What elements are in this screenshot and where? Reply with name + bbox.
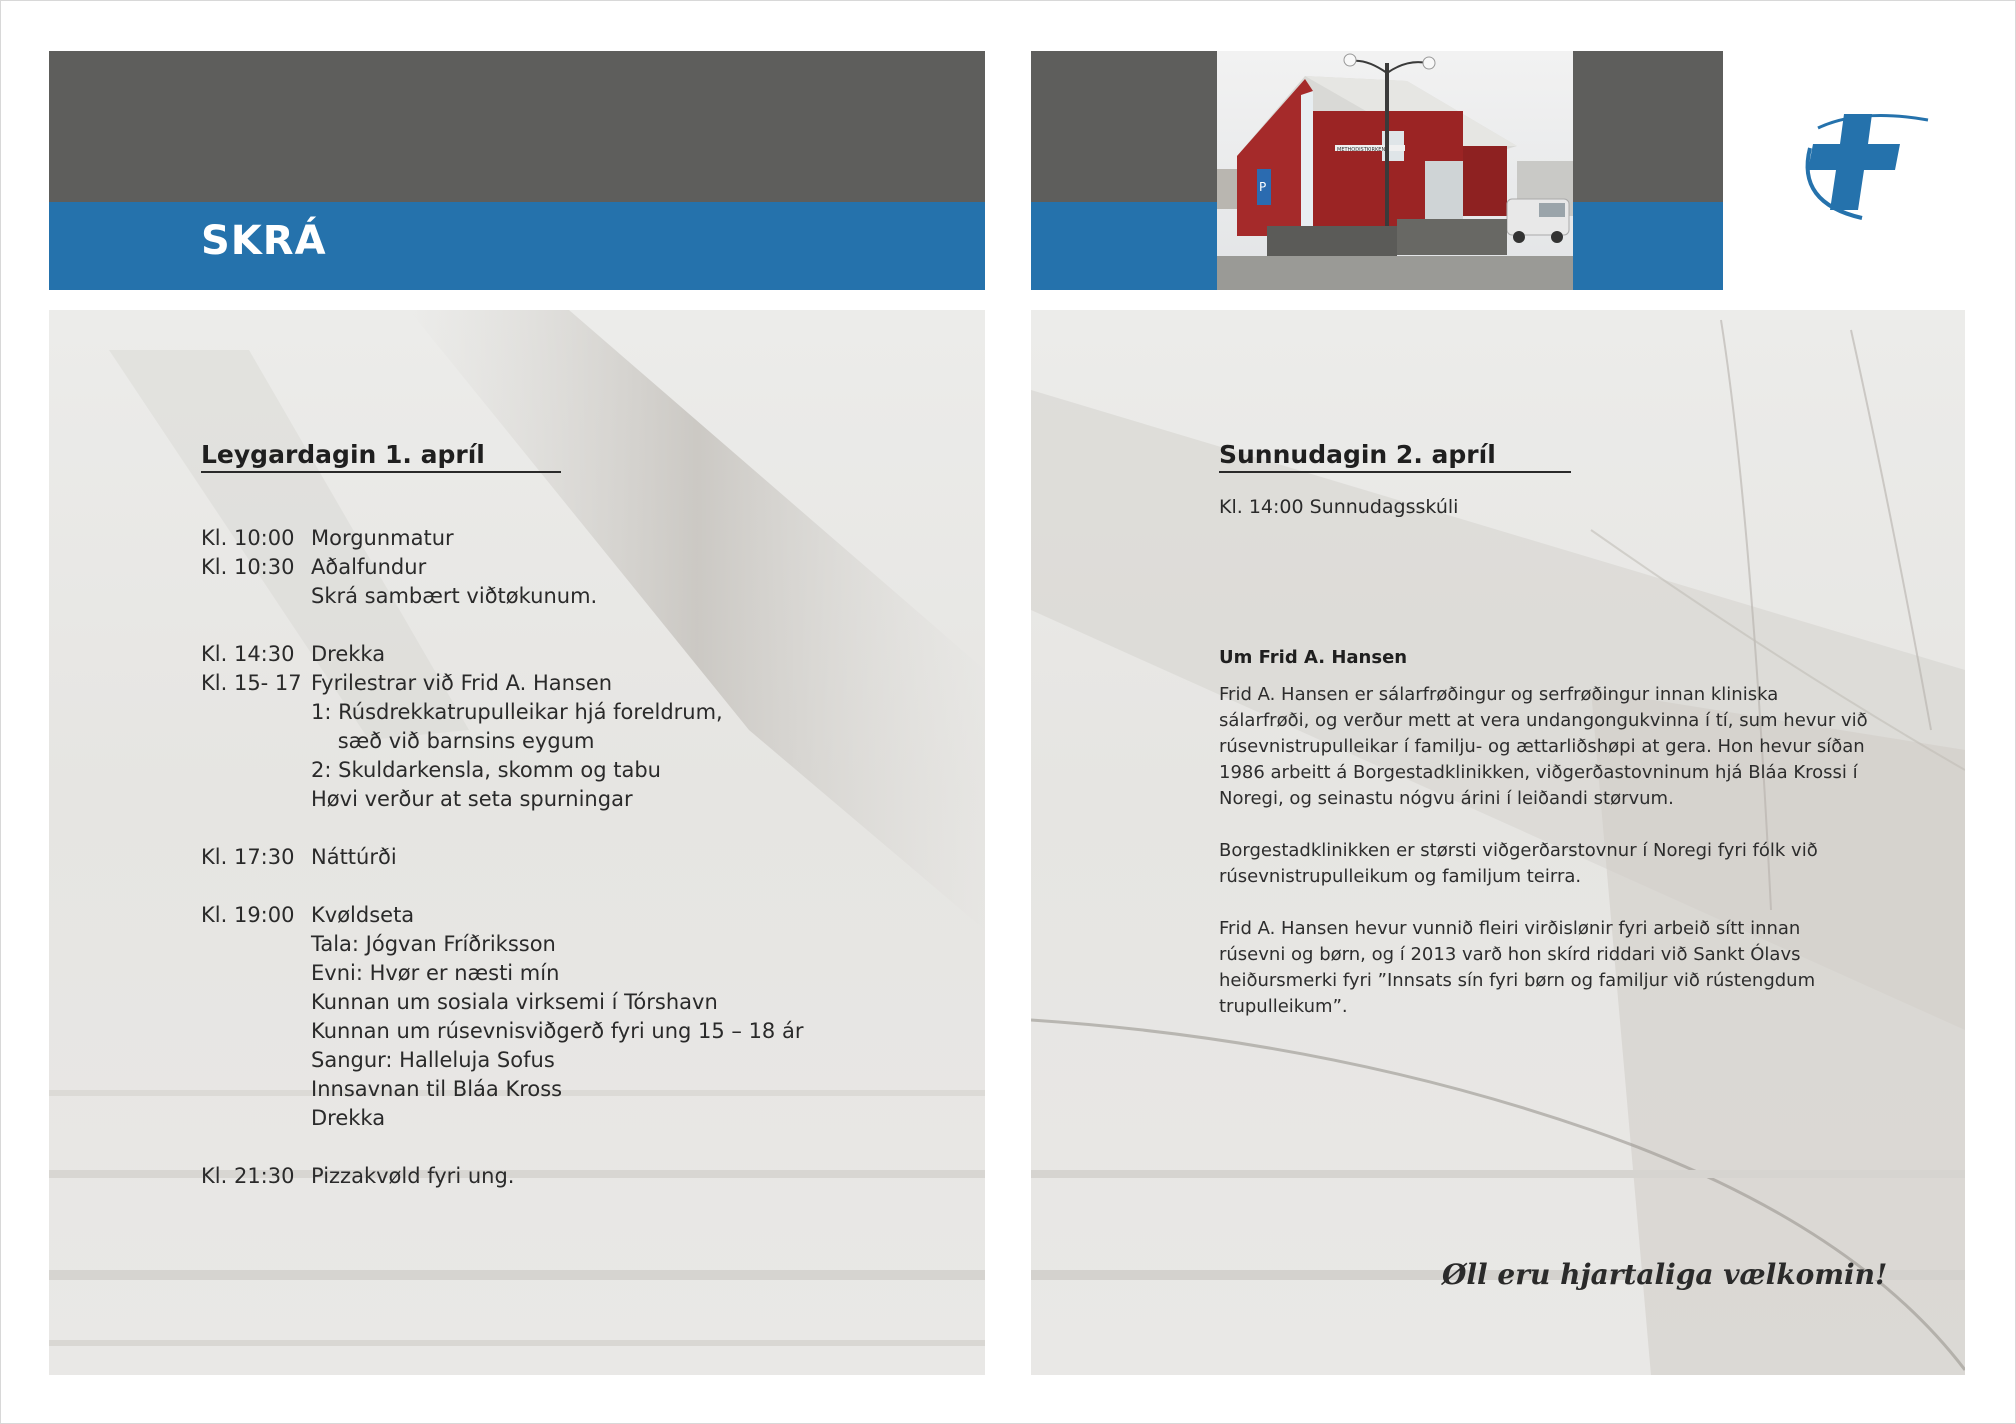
schedule-time: Kl. 17:30 bbox=[201, 845, 295, 869]
schedule-time bbox=[201, 1075, 311, 1104]
schedule-time bbox=[201, 582, 311, 611]
left-header-blue-band bbox=[49, 202, 985, 290]
schedule-row bbox=[201, 756, 803, 785]
schedule-time bbox=[201, 1104, 311, 1133]
schedule-row bbox=[201, 698, 803, 727]
schedule-text: Aðalfundur bbox=[311, 555, 427, 579]
schedule-row bbox=[201, 524, 803, 553]
schedule-text: Morgunmatur bbox=[311, 526, 454, 550]
schedule-row bbox=[201, 843, 803, 872]
schedule-text: Fyrilestrar við Frid A. Hansen bbox=[311, 671, 613, 695]
saturday-heading: Leygardagin 1. apríl bbox=[201, 440, 561, 473]
schedule-text: Drekka bbox=[311, 1106, 386, 1130]
schedule-time bbox=[201, 1046, 311, 1075]
schedule-time bbox=[201, 727, 311, 756]
schedule-spacer bbox=[201, 814, 803, 843]
schedule-time: Kl. 19:00 bbox=[201, 903, 295, 927]
schedule-row bbox=[201, 1162, 803, 1191]
schedule-time bbox=[201, 1017, 311, 1046]
schedule-text: Sangur: Halleluja Sofus bbox=[311, 1048, 555, 1072]
schedule-time bbox=[201, 785, 311, 814]
welcome-message: Øll eru hjartaliga vælkomin! bbox=[1442, 1258, 1888, 1291]
schedule-row bbox=[201, 1075, 803, 1104]
schedule-text: Kunnan um sosiala virksemi í Tórshavn bbox=[311, 990, 718, 1014]
saturday-schedule bbox=[201, 524, 803, 1191]
schedule-row bbox=[201, 785, 803, 814]
schedule-time bbox=[201, 988, 311, 1017]
parking-sign: P bbox=[1259, 180, 1267, 194]
schedule-row bbox=[201, 901, 803, 930]
schedule-time: Kl. 14:30 bbox=[201, 642, 295, 666]
schedule-text: Kvøldseta bbox=[311, 903, 415, 927]
bio-text bbox=[1219, 682, 1869, 1046]
schedule-time bbox=[201, 698, 311, 727]
bio-paragraph-3: Frid A. Hansen hevur vunnið fleiri virðislønir fyri arbeið sítt innan rúsevni og børn, og í 2013 varð hon skírd riddari við Sankt Ólavs heiðursmerki fyri ”Innsats sín fyri børn og familjur við rústengdum trupulleikum”. bbox=[1219, 918, 1816, 1017]
schedule-spacer bbox=[201, 611, 803, 640]
schedule-row bbox=[201, 988, 803, 1017]
schedule-row bbox=[201, 959, 803, 988]
schedule-time bbox=[201, 756, 311, 785]
schedule-text: Tala: Jógvan Fríðriksson bbox=[311, 932, 556, 956]
schedule-row bbox=[201, 727, 803, 756]
sunday-item: Kl. 14:00 Sunnudagsskúli bbox=[1219, 496, 1459, 518]
schedule-text: sæð við barnsins eygum bbox=[311, 729, 595, 753]
building-photo bbox=[1217, 51, 1573, 290]
schedule-text: Høvi verður at seta spurningar bbox=[311, 787, 633, 811]
bio-paragraph-1: Frid A. Hansen er sálarfrøðingur og serfrøðingur innan kliniska sálarfrøði, og verður mett at vera undangongukvinna í tí, sum hevur við rúsevnistrupulleikar í familju- og ættarliðshøpi at gera. Hon hevur síðan 1986 arbeitt á Borgestadklinikken, viðgerðastovninum hjá Bláa Krossi í Noregi, og seinastu nógvu árini í leiðandi størvum. bbox=[1219, 684, 1868, 809]
schedule-spacer bbox=[201, 872, 803, 901]
schedule-time bbox=[201, 930, 311, 959]
schedule-time: Kl. 10:30 bbox=[201, 555, 295, 579]
schedule-text: Evni: Hvør er næsti mín bbox=[311, 961, 560, 985]
schedule-row bbox=[201, 640, 803, 669]
schedule-row bbox=[201, 1046, 803, 1075]
schedule-row bbox=[201, 669, 803, 698]
schedule-text: Skrá sambært viðtøkunum. bbox=[311, 584, 598, 608]
schedule-row bbox=[201, 930, 803, 959]
schedule-text: 2: Skuldarkensla, skomm og tabu bbox=[311, 758, 661, 782]
schedule-time bbox=[201, 959, 311, 988]
schedule-text: Náttúrði bbox=[311, 845, 397, 869]
page-title: SKRÁ bbox=[201, 218, 327, 264]
blue-cross-logo-icon bbox=[1800, 108, 1936, 238]
schedule-row bbox=[201, 1017, 803, 1046]
bio-title: Um Frid A. Hansen bbox=[1219, 647, 1408, 668]
schedule-text: 1: Rúsdrekkatrupulleikar hjá foreldrum, bbox=[311, 700, 723, 724]
schedule-row bbox=[201, 553, 803, 582]
schedule-spacer bbox=[201, 1133, 803, 1162]
schedule-time: Kl. 21:30 bbox=[201, 1164, 295, 1188]
schedule-text: Pizzakvøld fyri ung. bbox=[311, 1164, 515, 1188]
left-header-grey-band bbox=[49, 51, 985, 202]
church-sign-text: METHODISTKIRKEN bbox=[1337, 147, 1386, 153]
schedule-text: Innsavnan til Bláa Kross bbox=[311, 1077, 563, 1101]
schedule-text: Drekka bbox=[311, 642, 386, 666]
schedule-row bbox=[201, 1104, 803, 1133]
sunday-heading: Sunnudagin 2. apríl bbox=[1219, 440, 1571, 473]
schedule-time: Kl. 15- 17 bbox=[201, 671, 302, 695]
schedule-time: Kl. 10:00 bbox=[201, 526, 295, 550]
schedule-row bbox=[201, 582, 803, 611]
schedule-text: Kunnan um rúsevnisviðgerð fyri ung 15 – 18 ár bbox=[311, 1019, 804, 1043]
bio-paragraph-2: Borgestadklinikken er størsti viðgerðarstovnur í Noregi fyri fólk við rúsevnistrupulleikum og familjum teirra. bbox=[1219, 840, 1818, 887]
